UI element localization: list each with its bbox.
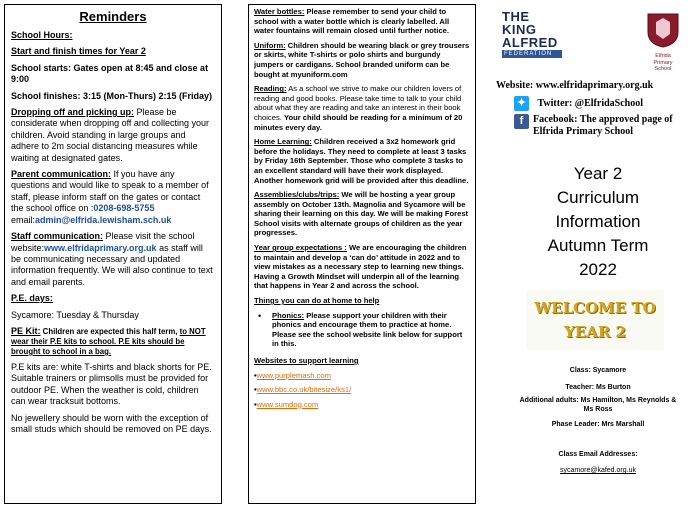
jewellery-note: No jewellery should be worn with the exception of small studs which should be removed on PE days. [11,412,212,434]
cover-panel [496,0,700,505]
phase-leader: Phase Leader: Mrs Marshall [551,421,645,428]
teacher-name: Teacher: Ms Burton [565,384,631,391]
expectations-paragraph: Year group expectations : We are encouraging the children to maintain and develop a ‘can do’ attitude in 2022 and to view mistakes as a necessary step to learning new things. Having a Growth Mindset will underpin all of the learning that happens in Year 2 and across the school. [254,243,467,291]
heading-yearnum: 2022 [579,260,617,279]
parent-paragraph: Parent communication: If you have any questions and would like to speak to a member of staff, please inform staff on the gates or contact the school office on :0208-698-5755 email:admin@elfrida.lewisham.sch.uk [11,169,209,225]
king-alfred-logo: THE KING ALFRED FEDERATION [502,10,562,60]
office-email-link[interactable]: admin@elfrida.lewisham.sch.uk [35,214,172,225]
school-hours-heading: School Hours: [11,30,73,40]
website-link[interactable]: www.elfridaprimary.org.uk [44,242,157,253]
website-line[interactable]: Website: www.elfridaprimary.org.uk [496,80,654,91]
class-email-link[interactable]: sycamore@kafed.org.uk [560,467,636,474]
reminders-title: Reminders [79,9,147,24]
pe-days-heading: P.E. days: [11,293,53,304]
heading-information: Information [555,212,641,231]
pe-kit-description: P.E kits are: white T-shirts and black shorts for PE. Suitable trainers or plimsolls must be provided for outdoor PE. When the weather is cold, children can wear tracksuit bottoms. [11,361,212,407]
heading-term: Autumn Term [547,236,649,255]
twitter-line[interactable]: ✦ Twitter: @ElfridaSchool [514,96,700,111]
link-sumdog[interactable]: •www.sumdog.com [254,399,319,409]
elfrida-crest-logo: Elfrida Primary School [646,12,680,70]
home-help-heading: Things you can do at home to help [254,296,380,306]
heading-year: Year 2 [573,164,623,183]
facebook-line[interactable]: f Facebook: The approved page of Elfrida Primary School [514,114,700,138]
pe-kit-paragraph: PE Kit: Children are expected this half term, to NOT wear their P.E kits to school. P.E kits should be brought to school in a bag. [11,325,206,356]
reading-paragraph: Reading: As a school we strive to make our children lovers of reading and good books. Please take time to talk to your child about what they are reading and take an interest in their book choices. Your child should be reading for a minimum of 20 minutes every day. [254,84,463,132]
link-purplemash[interactable]: •www.purplemash.com [254,370,331,380]
school-finishes: School finishes: 3:15 (Mon-Thurs) 2:15 (Friday) [11,90,213,101]
phonics-bullet: • Phonics: Please support your children with their phonics and encourage them to practice at home. Please see the school website link below for support in this. [258,311,470,356]
reminders-panel [4,4,222,504]
school-starts: School starts: Gates open at 8:45 and close at 9:00 [11,62,209,85]
twitter-icon: ✦ [514,96,529,111]
pe-days: Sycamore: Tuesday & Thursday [11,309,139,320]
homework-paragraph: Home Learning: Children received a 3x2 homework grid before the holidays. They need to complete at least 3 tasks by Friday 16th September. Those who complete 3 tasks to an excellent standard will have their work displayed. Another homework grid will be provided after this deadline. [254,137,469,185]
water-paragraph: Water bottles: Please remember to send your child to school with a water bottle which is clearly labelled. All water fountains will remain closed until further notice. [254,7,450,36]
start-finish-heading: Start and finish times for Year 2 [11,46,146,57]
welcome-banner: WELCOME TO YEAR 2 [526,290,664,350]
staff-paragraph: Staff communication: Please visit the school website:www.elfridaprimary.org.uk as staff will be communicating necessary and updated information frequently. We will also continue to text and email parents. [11,231,213,287]
heading-curriculum: Curriculum [556,188,640,207]
class-email-heading: Class Email Addresses: [558,451,638,458]
facebook-icon: f [514,114,529,129]
information-panel [248,4,476,504]
uniform-paragraph: Uniform: Children should be wearing black or grey trousers or skirts, white T-shirts or polo shirts and burgundy jumpers or cardigans. School branded uniform can be bought at myuniform.com [254,40,470,79]
assemblies-paragraph: Assemblies/clubs/trips: We will be hosting a year group assembly on October 13th. Magnolia and Sycamore will be sharing their learning on this day. We will be making Forest School visits with alternate groups of children as the year progresses. [254,190,469,238]
class-name: Class: Sycamore [569,367,627,374]
additional-adults: Additional adults: Ms Hamilton, Ms Reynolds & Ms Ross [519,397,677,413]
dropoff-paragraph: Dropping off and picking up: Please be considerate when dropping off and collecting your children. Avoid standing in large groups and adhere to 2m social distancing measures while waiting at designated gates. [11,107,209,163]
bullet-icon: • [258,310,262,321]
link-bitesize[interactable]: •www.bbc.co.uk/bitesize/ks1/ [254,385,352,395]
phone-number[interactable]: 0208-698-5755 [93,203,155,214]
websites-heading: Websites to support learning [254,356,359,365]
